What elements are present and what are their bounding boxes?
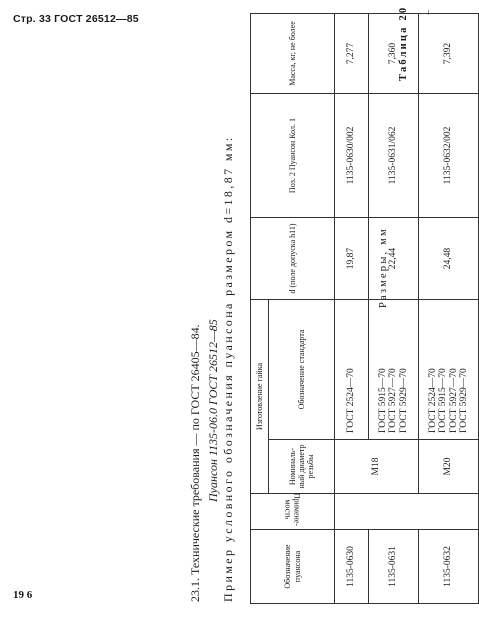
rotated-content xyxy=(18,5,469,608)
page-header: Стр. 33 ГОСТ 26512—85 xyxy=(13,13,139,25)
table-caption: Размеры, мм xyxy=(378,227,389,308)
col-nut-group: Изготовление гайка xyxy=(251,300,269,494)
data-table xyxy=(250,13,479,604)
row2-standard-3: ГОСТ 5929—70 xyxy=(398,368,409,433)
table-label: Таблица 20 xyxy=(398,5,409,81)
row2-pos: 1135-0631/062 xyxy=(369,94,419,218)
row3-standard-2: ГОСТ 5915—70 xyxy=(438,368,449,433)
row3-pos: 1135-0632/002 xyxy=(419,94,479,218)
row3-d: 24,48 xyxy=(419,218,479,300)
row2-designation: 1135-0631 xyxy=(369,530,419,604)
col-mass: Масса, кг, не более xyxy=(251,14,335,94)
diameter-m20: M20 xyxy=(419,440,479,494)
row2-mass: 7,360 xyxy=(369,14,419,94)
col-pos: Поз. 2 Пуансон Кол. 1 xyxy=(251,94,335,218)
row2-standard-2: ГОСТ 5927—70 xyxy=(388,368,399,433)
col-diameter: Номиналь-ный диаметр резьбы xyxy=(269,440,335,494)
table-row xyxy=(335,14,369,604)
col-d: d (поле допуска h11) xyxy=(251,218,335,300)
row3-mass: 7,392 xyxy=(419,14,479,94)
row3-designation: 1135-0632 xyxy=(419,530,479,604)
row2-standard-1: ГОСТ 5915—70 xyxy=(377,368,388,433)
row2-standards xyxy=(369,300,419,440)
row3-standard-3: ГОСТ 5927—70 xyxy=(448,368,459,433)
row1-standard-1: ГОСТ 2524—70 xyxy=(346,368,357,433)
row3-standards xyxy=(419,300,479,440)
row3-standard-4: ГОСТ 5929—70 xyxy=(458,368,469,433)
row1-d: 19,87 xyxy=(335,218,369,300)
row1-designation: 1135-0630 xyxy=(335,530,369,604)
row3-standard-1: ГОСТ 2524—70 xyxy=(427,368,438,433)
diameter-m18: M18 xyxy=(335,440,419,494)
page-number: 19 6 xyxy=(13,589,33,601)
row1-standards xyxy=(335,300,369,440)
row1-pos: 1135-0630/002 xyxy=(335,94,369,218)
row1-mass: 7,277 xyxy=(335,14,369,94)
col-standard: Обозначение стандарта xyxy=(269,300,335,440)
row2-d: 22,44 xyxy=(369,218,419,300)
example-line-1: Пример условного обозначения пуансона размером d=18,87 мм: xyxy=(221,135,235,602)
example-line-2: Пуансон 1135-06.0 ГОСТ 26512—85 xyxy=(206,319,220,502)
example-line-3: 23.1. Технические требования — по ГОСТ 26405—84. xyxy=(188,324,202,602)
col-designation: Обозначение пуансона xyxy=(251,530,335,604)
col-applicability: Примене-мость xyxy=(251,494,335,530)
applicability-cell xyxy=(335,494,479,530)
